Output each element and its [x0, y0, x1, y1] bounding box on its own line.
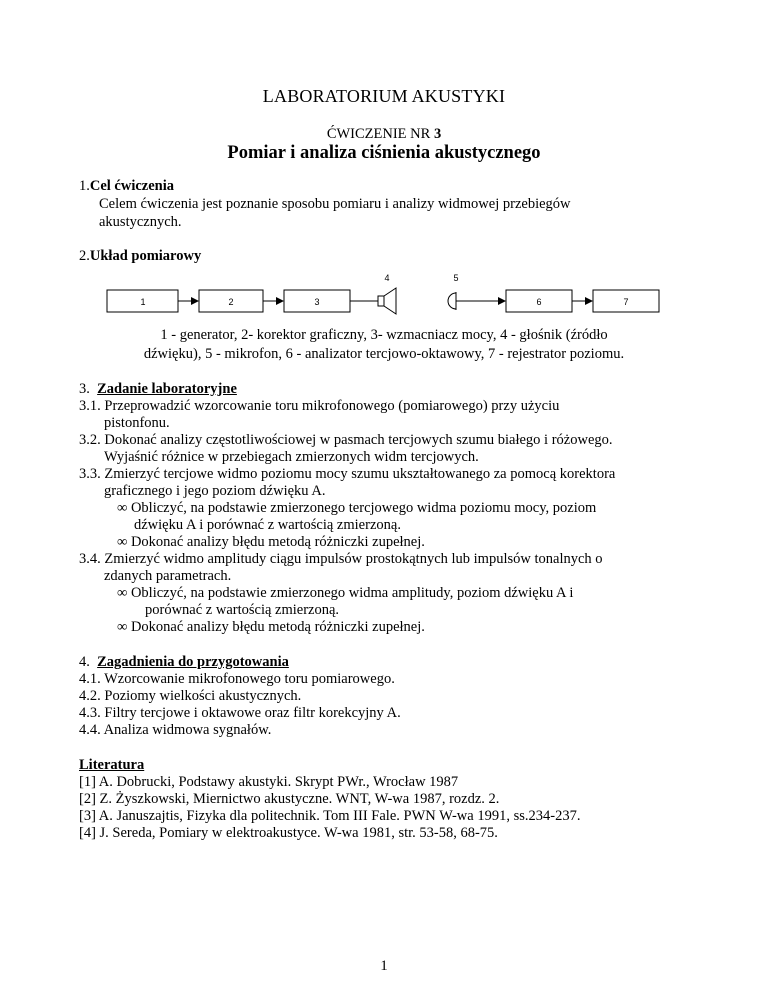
item-3-3-sub1-line2: dźwięku A i porównać z wartością zmierzoną.: [134, 517, 401, 533]
reference-item: [3] A. Januszajtis, Fizyka dla politechnik. Tom III Fale. PWN W-wa 1991, ss.234-237.: [79, 808, 581, 824]
list-item: 4.3. Filtry tercjowe i oktawowe oraz filtr korekcyjny A.: [79, 705, 401, 721]
exercise-number: 3: [433, 126, 442, 142]
exercise-prefix: ĆWICZENIE NR: [326, 126, 431, 142]
literature-heading: Literatura: [79, 757, 145, 773]
item-3-4-sub2: ∞ Dokonać analizy błędu metodą różniczki zupełnej.: [117, 619, 425, 635]
list-item: 4.1. Wzorcowanie mikrofonowego toru pomiarowego.: [79, 671, 395, 687]
lab-title: LABORATORIUM AKUSTYKI: [262, 86, 506, 106]
reference-item: [2] Z. Żyszkowski, Miernictwo akustyczne. WNT, W-wa 1987, rozdz. 2.: [79, 791, 500, 807]
measurement-diagram: [0, 270, 768, 320]
speaker-label: 4: [384, 273, 390, 283]
exercise-line: [0, 126, 768, 143]
item-3-4-sub1-line1: ∞ Obliczyć, na podstawie zmierzonego widma amplitudy, poziom dźwięku A i: [117, 585, 574, 601]
section1-heading: 1.Cel ćwiczenia: [79, 178, 175, 194]
item-3-4-sub1-line2: porównać z wartością zmierzoną.: [145, 602, 340, 618]
reference-item: [4] J. Sereda, Pomiary w elektroakustyce. W-wa 1981, str. 53-58, 68-75.: [79, 825, 498, 841]
speaker-icon: [378, 288, 396, 314]
reference-item: [1] A. Dobrucki, Podstawy akustyki. Skrypt PWr., Wrocław 1987: [79, 774, 459, 790]
section3-heading: 3. Zadanie laboratoryjne: [79, 381, 237, 397]
section2-heading: 2.Układ pomiarowy: [79, 248, 202, 264]
page-number: 1: [380, 958, 388, 974]
item-3-4-line1: 3.4. Zmierzyć widmo amplitudy ciągu impulsów prostokątnych lub impulsów tonalnych o: [79, 551, 603, 567]
item-3-1-line1: 3.1. Przeprowadzić wzorcowanie toru mikrofonowego (pomiarowego) przy użyciu: [79, 398, 560, 414]
list-item: 4.2. Poziomy wielkości akustycznych.: [79, 688, 302, 704]
diagram-caption-line2: dźwięku), 5 - mikrofon, 6 - analizator tercjowo-oktawowy, 7 - rejestrator poziomu.: [143, 346, 625, 362]
section1-text-line2: akustycznych.: [99, 214, 182, 230]
block-3-label: 3: [314, 297, 320, 307]
diagram-caption-line1: 1 - generator, 2- korektor graficzny, 3- wzmacniacz mocy, 4 - głośnik (źródło: [160, 327, 608, 343]
block-7-label: 7: [623, 297, 629, 307]
block-6-label: 6: [536, 297, 542, 307]
item-3-3-line2: graficznego i jego poziom dźwięku A.: [104, 483, 326, 499]
item-3-3-sub1-line1: ∞ Obliczyć, na podstawie zmierzonego tercjowego widma poziomu mocy, poziom: [117, 500, 597, 516]
item-3-2-line1: 3.2. Dokonać analizy częstotliwościowej w pasmach tercjowych szumu białego i różowego.: [79, 432, 613, 448]
microphone-icon: [448, 292, 456, 310]
block-2-label: 2: [228, 297, 234, 307]
item-3-3-line1: 3.3. Zmierzyć tercjowe widmo poziomu mocy szumu ukształtowanego za pomocą korektora: [79, 466, 616, 482]
item-3-3-sub2: ∞ Dokonać analizy błędu metodą różniczki zupełnej.: [117, 534, 425, 550]
item-3-4-line2: zdanych parametrach.: [104, 568, 232, 584]
item-3-2-line2: Wyjaśnić różnice w przebiegach zmierzonych widm tercjowych.: [104, 449, 479, 465]
microphone-label: 5: [453, 273, 459, 283]
page-title: Pomiar i analiza ciśnienia akustycznego: [227, 143, 541, 163]
list-item: 4.4. Analiza widmowa sygnałów.: [79, 722, 272, 738]
item-3-1-line2: pistonfonu.: [104, 415, 170, 431]
section1-text-line1: Celem ćwiczenia jest poznanie sposobu pomiaru i analizy widmowej przebiegów: [99, 196, 571, 212]
block-1-label: 1: [140, 297, 146, 307]
section4-heading: 4. Zagadnienia do przygotowania: [79, 654, 289, 670]
